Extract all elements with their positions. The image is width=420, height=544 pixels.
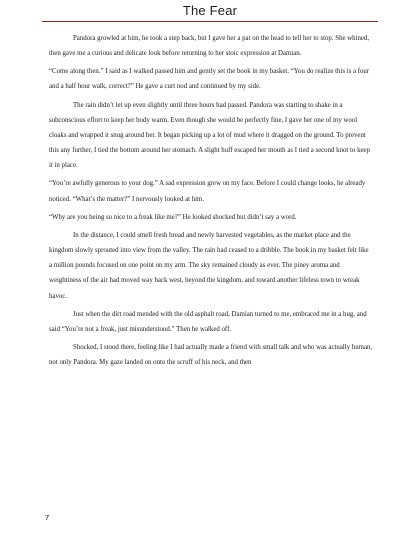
paragraph-8: Shocked, I stood there, feeling like I had actually made a friend with small talk and who was actually human, not only Pandora. My gaze landed on onto the scruff of his neck, and then	[49, 343, 373, 367]
running-header: The Fear	[182, 3, 238, 18]
header-rule	[42, 21, 378, 22]
paragraph-1: Pandora growled at him, he took a step back, but I gave her a pat on the head to tell her to stop. She whined, then gave me a curious and delicate look before returning to her stoic expression at Damian.	[49, 35, 370, 58]
paragraph-5: “Why are you being so nice to a freak like me?” He looked shocked but didn’t say a word.	[49, 213, 297, 221]
paragraph-6: In the distance, I could smell fresh bread and newly harvested vegetables, as the market place and the kingdom slowly sprouted into view from the valley. The rain had ceased to a dribble. The book in my basket felt like a million pounds focused on one point on my arm. The sky remained cloudy as ever. The piney aroma and weightiness of the air had moved way back west, beyond the kingdom, and toward another lifeless town to wreak havoc.	[49, 231, 369, 300]
paragraph-7: Just when the dirt road mended with the old asphalt road, Damian turned to me, embraced me in a hug, and said “You’re not a freak, just misunderstood.” Then he walked off.	[49, 310, 367, 333]
paragraph-2: “Come along then.” I said as I walked passed him and gently set the book in my basket. “You do realize this is a four and a half hour walk, correct?” He gave a curt nod and continued by my side.	[49, 68, 370, 91]
body-text	[49, 31, 373, 370]
paragraph-3: The rain didn’t let up even slightly until three hours had passed. Pandora was starting to shake in a subconscious effort to keep her body warm. Even though she would be perfectly fine, I gave her one of my wool cloaks and wrapped it snug around her. It began picking up a lot of mud where it dragged on the ground. To prevent this any further, I tied the bottom around her stomach. A slight huff escaped her mouth as I tied a second knot to keep it in place.	[49, 101, 370, 170]
page-number: 7	[45, 513, 50, 522]
paragraph-4: “You’re awfully generous to your dog.” A sad expression grew on my face. Before I could change looks, he already noticed. “What’s the matter?” I nervously looked at him.	[49, 180, 366, 203]
